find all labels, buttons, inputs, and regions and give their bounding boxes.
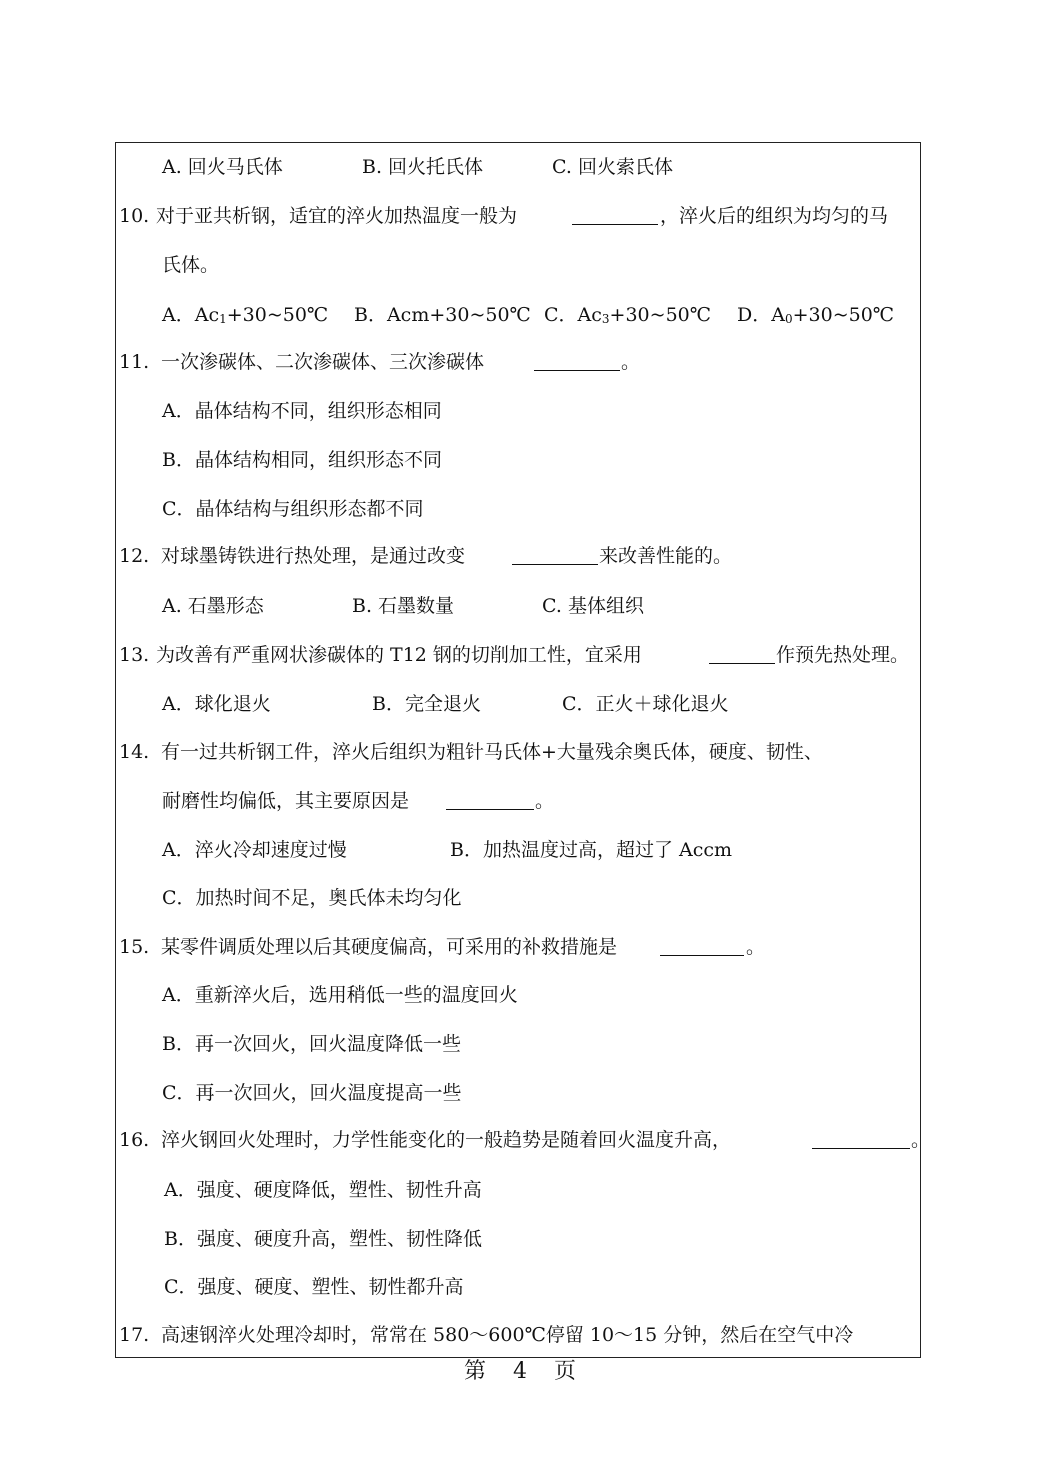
q14-text-end: 。 bbox=[535, 790, 555, 812]
q14-number: 14. bbox=[119, 741, 150, 763]
q10-text-end: ，淬火后的组织为均匀的马 bbox=[660, 205, 889, 227]
q10-answer-blank[interactable] bbox=[572, 204, 658, 228]
q9-option-a: A. 回火马氏体 bbox=[162, 156, 283, 178]
q16-option-b: B．强度、硬度升高，塑性、韧性降低 bbox=[164, 1228, 482, 1250]
q10-number: 10. bbox=[119, 205, 150, 227]
q13-option-a: A．球化退火 bbox=[162, 693, 271, 715]
q11-option-c: C．晶体结构与组织形态都不同 bbox=[162, 498, 424, 520]
q16-option-a: A．强度、硬度降低，塑性、韧性升高 bbox=[164, 1179, 482, 1201]
q11-answer-blank[interactable] bbox=[534, 350, 620, 374]
q9-option-c: C. 回火索氏体 bbox=[552, 156, 673, 178]
q11-option-a: A．晶体结构不同，组织形态相同 bbox=[162, 400, 442, 422]
q10-text-cont: 氏体。 bbox=[162, 254, 220, 276]
q11-number: 11. bbox=[119, 351, 150, 373]
q14-option-c: C．加热时间不足，奥氏体未均匀化 bbox=[162, 887, 462, 909]
q14-option-a: A．淬火冷却速度过慢 bbox=[162, 839, 347, 861]
q10-option-a: A．$Ac_1+30\sim 50℃$ bbox=[162, 304, 329, 326]
page-number: 4 bbox=[513, 1359, 527, 1384]
q15-text-end: 。 bbox=[746, 936, 766, 958]
q16-text-end: 。 bbox=[911, 1129, 931, 1151]
q15-option-a: A．重新淬火后，选用稍低一些的温度回火 bbox=[162, 984, 518, 1006]
q13-text: 为改善有严重网状渗碳体的 T12 钢的切削加工性，宜采用 bbox=[156, 644, 642, 666]
q16-text: 淬火钢回火处理时，力学性能变化的一般趋势是随着回火温度升高， bbox=[161, 1129, 732, 1151]
q14-answer-blank[interactable] bbox=[446, 789, 534, 813]
page-footer bbox=[0, 1358, 1040, 1386]
q13-answer-blank[interactable] bbox=[709, 643, 775, 667]
q12-number: 12. bbox=[119, 545, 150, 567]
q11-option-b: B．晶体结构相同，组织形态不同 bbox=[162, 449, 442, 471]
q15-option-b: B．再一次回火，回火温度降低一些 bbox=[162, 1033, 461, 1055]
q13-number: 13. bbox=[119, 644, 150, 666]
q10-text: 对于亚共析钢，适宜的淬火加热温度一般为 bbox=[156, 205, 518, 227]
footer-ye: 页 bbox=[554, 1359, 577, 1384]
q11-text: 一次渗碳体、二次渗碳体、三次渗碳体 bbox=[161, 351, 485, 373]
q12-option-a: A. 石墨形态 bbox=[162, 595, 264, 617]
q9-option-b: B. 回火托氏体 bbox=[362, 156, 484, 178]
q11-text-end: 。 bbox=[621, 351, 641, 373]
q12-text-end: 来改善性能的。 bbox=[599, 545, 733, 567]
q10-option-d: D．$A_0+30\sim 50℃$ bbox=[737, 304, 895, 326]
footer-di: 第 bbox=[463, 1359, 486, 1384]
q15-option-c: C．再一次回火，回火温度提高一些 bbox=[162, 1082, 462, 1104]
q16-number: 16. bbox=[119, 1129, 150, 1151]
q17-text: 高速钢淬火处理冷却时，常常在 580～600℃停留 10～15 分钟，然后在空气中冷 bbox=[161, 1324, 854, 1346]
q13-option-b: B．完全退火 bbox=[372, 693, 481, 715]
q17-number: 17. bbox=[119, 1324, 150, 1346]
q14-text: 有一过共析钢工件，淬火后组织为粗针马氏体+大量残余奥氏体，硬度、韧性、 bbox=[161, 741, 823, 763]
q10-option-b: B．Acm+30~50℃ bbox=[354, 304, 531, 326]
q16-option-c: C．强度、硬度、塑性、韧性都升高 bbox=[164, 1276, 464, 1298]
q12-text: 对球墨铸铁进行热处理，是通过改变 bbox=[161, 545, 466, 567]
q10-option-c: C．$Ac_3+30\sim 50℃$ bbox=[544, 304, 711, 326]
q14-option-b: B．加热温度过高，超过了 Accm bbox=[450, 839, 733, 861]
q15-text: 某零件调质处理以后其硬度偏高，可采用的补救措施是 bbox=[161, 936, 618, 958]
q14-text-cont: 耐磨性均偏低，其主要原因是 bbox=[162, 790, 410, 812]
q12-option-c: C. 基体组织 bbox=[542, 595, 644, 617]
q12-answer-blank[interactable] bbox=[512, 544, 598, 568]
q13-text-end: 作预先热处理。 bbox=[776, 644, 910, 666]
q12-option-b: B. 石墨数量 bbox=[352, 595, 455, 617]
q16-answer-blank[interactable] bbox=[812, 1128, 910, 1152]
q15-answer-blank[interactable] bbox=[660, 935, 744, 959]
q13-option-c: C．正火＋球化退火 bbox=[562, 693, 729, 715]
q15-number: 15. bbox=[119, 936, 150, 958]
